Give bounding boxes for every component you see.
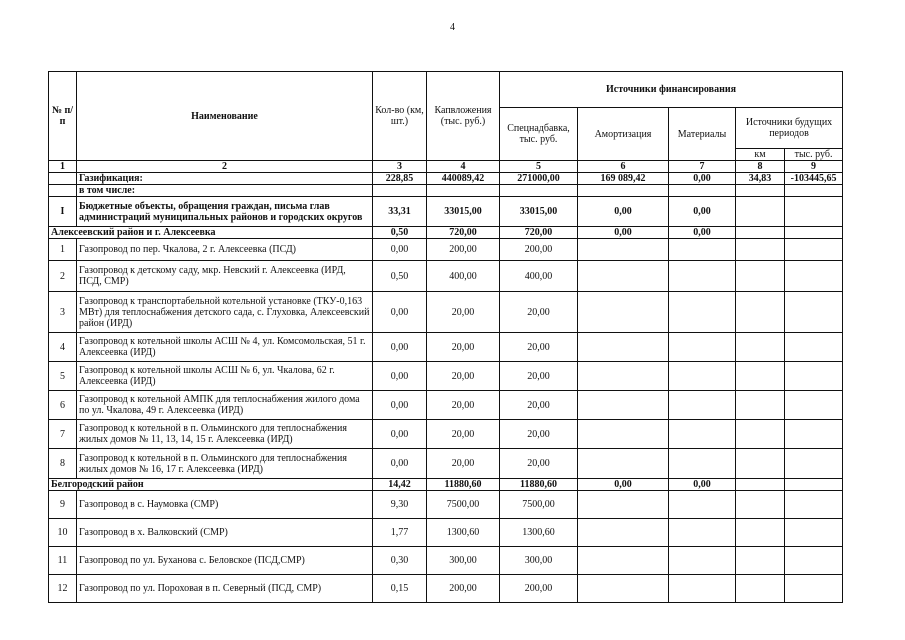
district-materials: 0,00 — [669, 227, 736, 239]
col-header-depreciation: Амортизация — [578, 108, 669, 161]
district-quantity: 0,50 — [373, 227, 427, 239]
table-row — [49, 333, 843, 362]
district-name: Белгородский район — [49, 479, 373, 491]
row-special-allowance: 20,00 — [500, 420, 578, 449]
row-investments: 1300,60 — [427, 519, 500, 547]
section-name: Бюджетные объекты, обращения граждан, письма глав администраций муниципальных районов и городских округов — [77, 197, 373, 227]
financing-table — [48, 71, 843, 603]
table-row — [49, 449, 843, 479]
table-row — [49, 391, 843, 420]
row-investments: 300,00 — [427, 547, 500, 575]
row-special-allowance: 200,00 — [500, 575, 578, 603]
col-header-future-sources: Источники будущих периодов — [736, 108, 843, 149]
row-name: Газопровод в х. Валковский (СМР) — [77, 519, 373, 547]
column-number: 7 — [669, 161, 736, 173]
district-depreciation: 0,00 — [578, 479, 669, 491]
col-header-investments: Капвложения (тыс. руб.) — [427, 72, 500, 161]
row-quantity: 0,30 — [373, 547, 427, 575]
total-depreciation: 169 089,42 — [578, 173, 669, 185]
column-number: 8 — [736, 161, 785, 173]
row-quantity: 0,00 — [373, 449, 427, 479]
section-materials: 0,00 — [669, 197, 736, 227]
col-header-special-allowance: Спецнадбавка, тыс. руб. — [500, 108, 578, 161]
row-name: Газопровод по ул. Буханова с. Беловское (ПСД,СМР) — [77, 547, 373, 575]
row-quantity: 0,00 — [373, 362, 427, 391]
row-number: 4 — [49, 333, 77, 362]
section-quantity: 33,31 — [373, 197, 427, 227]
col-header-name: Наименование — [77, 72, 373, 161]
row-name: Газопровод к детскому саду, мкр. Невский г. Алексеевка (ИРД, ПСД, СМР) — [77, 261, 373, 292]
row-quantity: 0,00 — [373, 420, 427, 449]
section-one-row — [49, 197, 843, 227]
row-investments: 20,00 — [427, 362, 500, 391]
column-number-row — [49, 161, 843, 173]
row-special-allowance: 20,00 — [500, 362, 578, 391]
row-investments: 200,00 — [427, 575, 500, 603]
row-quantity: 0,50 — [373, 261, 427, 292]
section-number: I — [49, 197, 77, 227]
district-depreciation: 0,00 — [578, 227, 669, 239]
row-name: Газопровод в с. Наумовка (СМР) — [77, 491, 373, 519]
column-number: 2 — [77, 161, 373, 173]
row-name: Газопровод к транспортабельной котельной установке (ТКУ-0,163 МВт) для теплоснабжения детского сада, с. Глуховка, Алексеевский район (ИРД) — [77, 292, 373, 333]
page-number: 4 — [450, 22, 455, 33]
total-investments: 440089,42 — [427, 173, 500, 185]
district-special-allowance: 11880,60 — [500, 479, 578, 491]
including-row — [49, 185, 843, 197]
row-investments: 400,00 — [427, 261, 500, 292]
district-investments: 11880,60 — [427, 479, 500, 491]
row-special-allowance: 20,00 — [500, 292, 578, 333]
section-depreciation: 0,00 — [578, 197, 669, 227]
row-special-allowance: 20,00 — [500, 333, 578, 362]
district-row — [49, 479, 843, 491]
row-number: 10 — [49, 519, 77, 547]
row-investments: 200,00 — [427, 239, 500, 261]
row-investments: 20,00 — [427, 449, 500, 479]
gasification-label: Газификация: — [77, 173, 373, 185]
gasification-total-row — [49, 173, 843, 185]
total-thousand-rub: -103445,65 — [785, 173, 843, 185]
district-special-allowance: 720,00 — [500, 227, 578, 239]
row-quantity: 9,30 — [373, 491, 427, 519]
district-materials: 0,00 — [669, 479, 736, 491]
row-special-allowance: 200,00 — [500, 239, 578, 261]
row-number: 1 — [49, 239, 77, 261]
district-row — [49, 227, 843, 239]
row-special-allowance: 400,00 — [500, 261, 578, 292]
row-name: Газопровод по пер. Чкалова, 2 г. Алексеевка (ПСД) — [77, 239, 373, 261]
section-investments: 33015,00 — [427, 197, 500, 227]
row-quantity: 1,77 — [373, 519, 427, 547]
row-special-allowance: 20,00 — [500, 449, 578, 479]
row-special-allowance: 20,00 — [500, 391, 578, 420]
total-materials: 0,00 — [669, 173, 736, 185]
table-row — [49, 491, 843, 519]
district-quantity: 14,42 — [373, 479, 427, 491]
col-header-thousand-rub: тыс. руб. — [785, 149, 843, 161]
row-quantity: 0,00 — [373, 239, 427, 261]
row-name: Газопровод к котельной в п. Ольминского для теплоснабжения жилых домов № 11, 13, 14, 15 г. Алексеевка (ИРД) — [77, 420, 373, 449]
column-number: 3 — [373, 161, 427, 173]
row-name: Газопровод к котельной школы АСШ № 4, ул. Комсомольская, 51 г. Алексеевка (ИРД) — [77, 333, 373, 362]
col-header-sources: Источники финансирования — [500, 72, 843, 108]
row-investments: 20,00 — [427, 333, 500, 362]
row-number: 9 — [49, 491, 77, 519]
column-number: 1 — [49, 161, 77, 173]
row-investments: 20,00 — [427, 391, 500, 420]
table-row — [49, 575, 843, 603]
row-name: Газопровод к котельной АМПК для теплоснабжения жилого дома по ул. Чкалова, 49 г. Алексеевка (ИРД) — [77, 391, 373, 420]
row-number: 5 — [49, 362, 77, 391]
row-number: 2 — [49, 261, 77, 292]
row-number: 8 — [49, 449, 77, 479]
column-number: 6 — [578, 161, 669, 173]
total-special-allowance: 271000,00 — [500, 173, 578, 185]
column-number: 4 — [427, 161, 500, 173]
table-row — [49, 292, 843, 333]
row-special-allowance: 300,00 — [500, 547, 578, 575]
column-number: 5 — [500, 161, 578, 173]
col-header-quantity: Кол-во (км, шт.) — [373, 72, 427, 161]
row-special-allowance: 7500,00 — [500, 491, 578, 519]
row-quantity: 0,00 — [373, 391, 427, 420]
row-number: 3 — [49, 292, 77, 333]
table-row — [49, 547, 843, 575]
total-km: 34,83 — [736, 173, 785, 185]
row-quantity: 0,00 — [373, 292, 427, 333]
row-investments: 20,00 — [427, 420, 500, 449]
row-name: Газопровод по ул. Пороховая в п. Северный (ПСД, СМР) — [77, 575, 373, 603]
row-investments: 20,00 — [427, 292, 500, 333]
table-row — [49, 519, 843, 547]
section-special-allowance: 33015,00 — [500, 197, 578, 227]
row-name: Газопровод к котельной в п. Ольминского для теплоснабжения жилых домов № 16, 17 г. Алексеевка (ИРД) — [77, 449, 373, 479]
table-row — [49, 362, 843, 391]
row-name: Газопровод к котельной школы АСШ № 6, ул. Чкалова, 62 г. Алексеевка (ИРД) — [77, 362, 373, 391]
table-row — [49, 261, 843, 292]
total-quantity: 228,85 — [373, 173, 427, 185]
row-number: 11 — [49, 547, 77, 575]
row-number: 12 — [49, 575, 77, 603]
row-investments: 7500,00 — [427, 491, 500, 519]
table-row — [49, 420, 843, 449]
col-header-materials: Материалы — [669, 108, 736, 161]
column-number: 9 — [785, 161, 843, 173]
row-quantity: 0,00 — [373, 333, 427, 362]
table-row — [49, 239, 843, 261]
district-investments: 720,00 — [427, 227, 500, 239]
including-label: в том числе: — [77, 185, 373, 197]
col-header-no: № п/п — [49, 72, 77, 161]
row-number: 6 — [49, 391, 77, 420]
row-number: 7 — [49, 420, 77, 449]
row-special-allowance: 1300,60 — [500, 519, 578, 547]
row-quantity: 0,15 — [373, 575, 427, 603]
col-header-km: км — [736, 149, 785, 161]
district-name: Алексеевский район и г. Алексеевка — [49, 227, 373, 239]
